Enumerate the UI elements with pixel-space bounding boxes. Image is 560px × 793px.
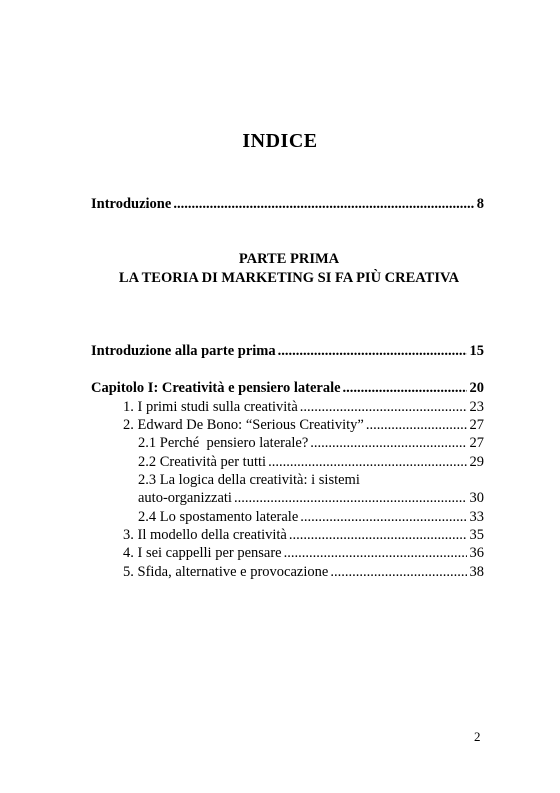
part-subheading: LA TEORIA DI MARKETING SI FA PIÙ CREATIVA (118, 270, 460, 286)
page-title: INDICE (242, 130, 318, 152)
page-number: 2 (474, 729, 481, 744)
toc-entry-label: 2.1 Perché pensiero laterale? (138, 435, 309, 451)
toc-entry-subsection[interactable] (138, 453, 484, 471)
toc-entry-page: 35 (469, 527, 484, 543)
toc-entry-page: 33 (469, 509, 484, 525)
toc-entry-label: Introduzione alla parte prima (91, 343, 276, 359)
toc-entry-label: Capitolo I: Creatività e pensiero laterale (91, 380, 341, 396)
toc-entry-introduzione[interactable] (91, 195, 484, 213)
toc-entry-page: 36 (469, 545, 484, 561)
toc-entry-label: 2.2 Creatività per tutti (138, 454, 267, 470)
toc-entry-subsection[interactable] (138, 489, 484, 507)
toc-entry-label: 2.4 Lo spostamento laterale (138, 509, 299, 525)
dot-leader (300, 508, 466, 526)
toc-entry-label: 3. Il modello della creatività (123, 527, 287, 543)
toc-entry-subsection-first-line[interactable]: 2.3 La logica della creatività: i sistemi (138, 472, 360, 488)
toc-entry-part-intro[interactable] (91, 342, 484, 360)
dot-leader (300, 398, 467, 416)
dot-leader (289, 526, 467, 544)
toc-entry-label: 4. I sei cappelli per pensare (123, 545, 282, 561)
toc-entry-section[interactable] (123, 563, 484, 581)
toc-entry-chapter-1[interactable] (91, 379, 484, 397)
toc-entry-page: 27 (469, 435, 484, 451)
dot-leader (268, 453, 466, 471)
toc-entry-page: 27 (469, 417, 484, 433)
toc-entry-page: 23 (469, 399, 484, 415)
toc-entry-subsection[interactable] (138, 508, 484, 526)
toc-entry-section[interactable] (123, 526, 484, 544)
toc-entry-section[interactable] (123, 416, 484, 434)
dot-leader (366, 416, 467, 434)
toc-entry-page: 15 (469, 343, 484, 359)
toc-entry-page: 8 (476, 196, 484, 212)
dot-leader (310, 434, 466, 452)
toc-entry-page: 30 (469, 490, 484, 506)
toc-entry-label: auto-organizzati (138, 490, 232, 506)
toc-entry-label: 5. Sfida, alternative e provocazione (123, 564, 329, 580)
toc-entry-section[interactable] (123, 398, 484, 416)
dot-leader (173, 195, 473, 213)
toc-entry-label: 2. Edward De Bono: “Serious Creativity” (123, 417, 364, 433)
part-heading: PARTE PRIMA (238, 251, 340, 267)
toc-entry-label: Introduzione (91, 196, 172, 212)
toc-entry-page: 29 (469, 454, 484, 470)
dot-leader (278, 342, 467, 360)
dot-leader (330, 563, 466, 581)
toc-entry-page: 20 (469, 380, 484, 396)
toc-entry-label: 1. I primi studi sulla creatività (123, 399, 298, 415)
dot-leader (343, 379, 467, 397)
dot-leader (284, 544, 467, 562)
toc-entry-page: 38 (469, 564, 484, 580)
dot-leader (234, 489, 467, 507)
toc-entry-subsection[interactable] (138, 434, 484, 452)
toc-entry-section[interactable] (123, 544, 484, 562)
